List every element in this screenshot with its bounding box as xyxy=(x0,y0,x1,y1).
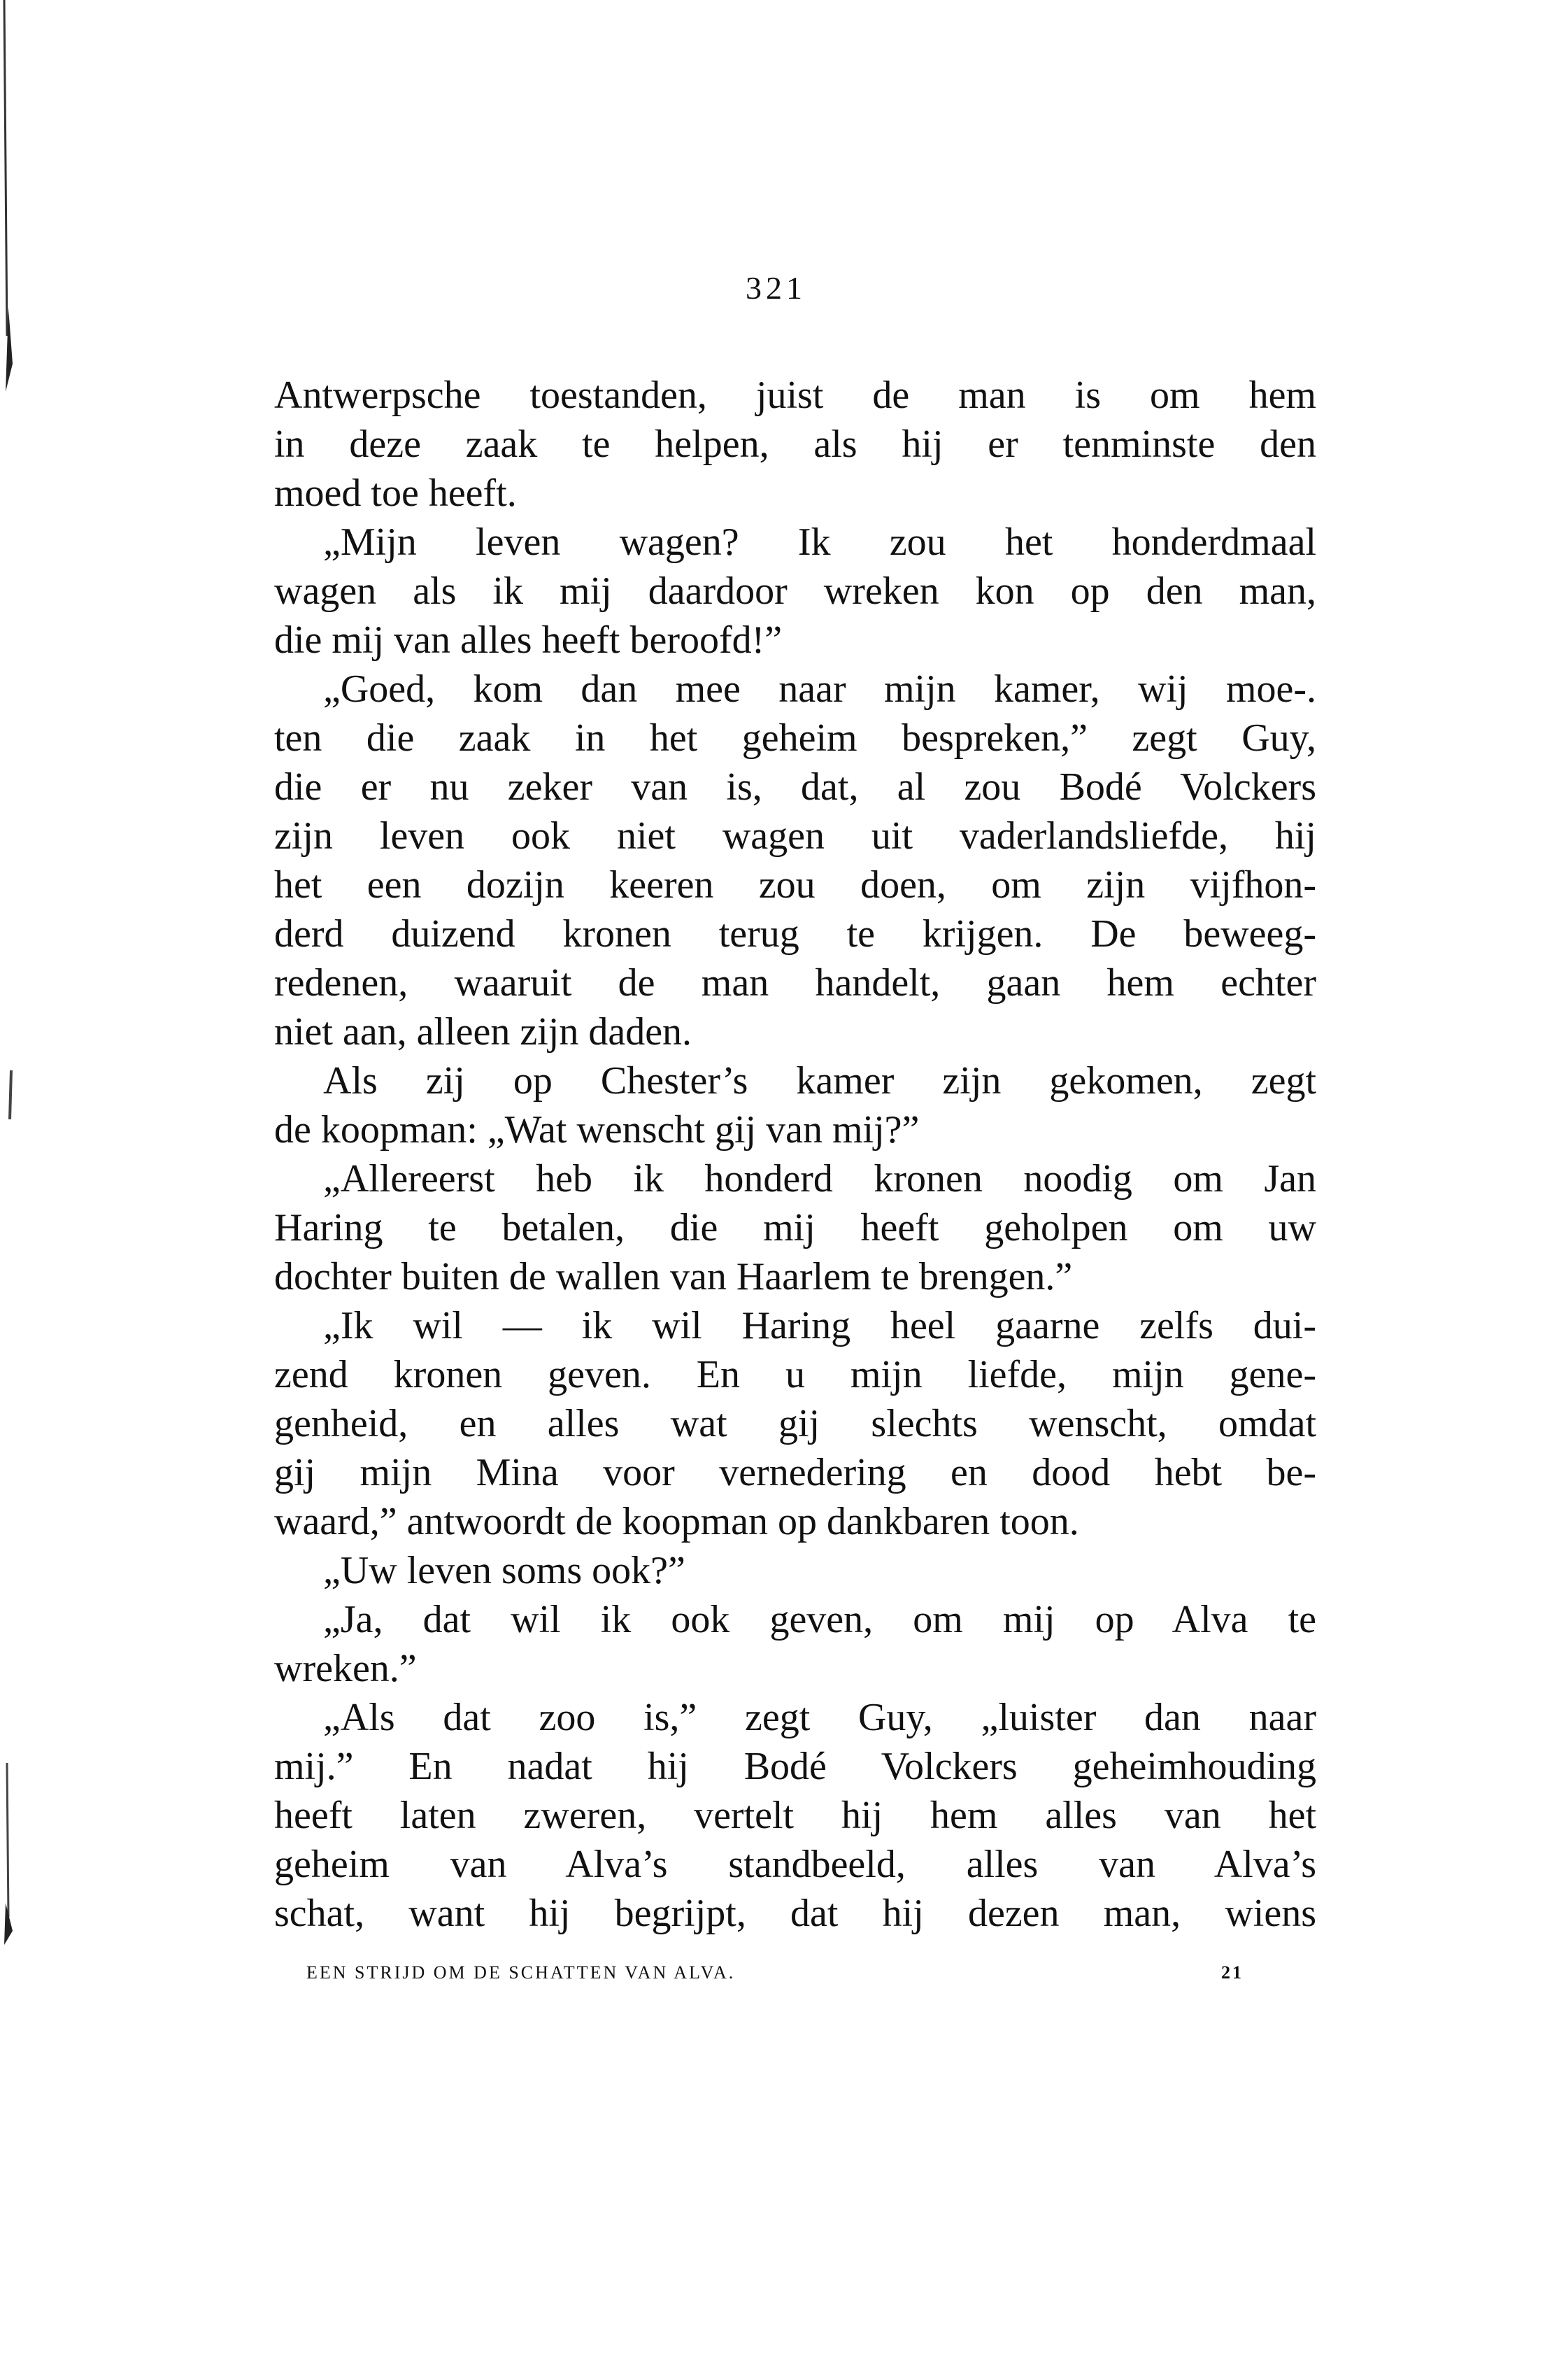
text-line: wreken.” xyxy=(274,1647,417,1690)
text-line: schat, want hij begrijpt, dat hij dezen man, wiens xyxy=(274,1892,1316,1935)
text-line: die mij van alles heeft beroofd!” xyxy=(274,618,783,662)
text-line: „Mijn leven wagen? Ik zou het honderdmaal xyxy=(323,520,1316,564)
page-number: 321 xyxy=(746,270,806,306)
text-line: wagen als ik mij daardoor wreken kon op den man, xyxy=(274,569,1316,613)
text-line: de koopman: „Wat wenscht gij van mij?” xyxy=(274,1108,920,1152)
text-line: in deze zaak te helpen, als hij er tenminste den xyxy=(274,423,1316,466)
text-line: geheim van Alva’s standbeeld, alles van Alva’s xyxy=(274,1843,1316,1886)
text-line: Antwerpsche toestanden, juist de man is om hem xyxy=(274,374,1316,417)
text-line: derd duizend kronen terug te krijgen. De beweeg- xyxy=(274,912,1316,956)
text-line: ten die zaak in het geheim bespreken,” zegt Guy, xyxy=(274,716,1316,760)
text-line: „Als dat zoo is,” zegt Guy, „luister dan naar xyxy=(323,1696,1316,1739)
text-line: „Goed, kom dan mee naar mijn kamer, wij moe-. xyxy=(323,667,1316,711)
text-line: „Ik wil — ik wil Haring heel gaarne zelfs dui- xyxy=(323,1304,1316,1347)
text-line: dochter buiten de wallen van Haarlem te brengen.” xyxy=(274,1255,1073,1298)
footer-sheet-number: 21 xyxy=(1221,1962,1244,1983)
text-line: Haring te betalen, die mij heeft geholpen om uw xyxy=(274,1206,1316,1249)
text-line: Als zij op Chester’s kamer zijn gekomen, zegt xyxy=(323,1059,1316,1103)
text-line: het een dozijn keeren zou doen, om zijn vijfhon- xyxy=(274,863,1316,907)
text-line: zend kronen geven. En u mijn liefde, mijn gene- xyxy=(274,1353,1316,1396)
text-line: „Allereerst heb ik honderd kronen noodig om Jan xyxy=(323,1157,1316,1200)
text-line: mij.” En nadat hij Bodé Volckers geheimhouding xyxy=(274,1745,1316,1788)
text-line: heeft laten zweren, vertelt hij hem alles van het xyxy=(274,1794,1316,1837)
text-line: waard,” antwoordt de koopman op dankbaren toon. xyxy=(274,1500,1079,1543)
text-line: „Uw leven soms ook?” xyxy=(323,1549,685,1592)
body-text xyxy=(274,371,1316,1938)
footer-signature: EEN STRIJD OM DE SCHATTEN VAN ALVA. xyxy=(306,1962,736,1983)
text-line: die er nu zeker van is, dat, al zou Bodé Volckers xyxy=(274,765,1316,809)
text-line: „Ja, dat wil ik ook geven, om mij op Alva te xyxy=(323,1598,1316,1641)
text-line: redenen, waaruit de man handelt, gaan hem echter xyxy=(274,961,1316,1005)
text-line: moed toe heeft. xyxy=(274,472,517,515)
text-line: niet aan, alleen zijn daden. xyxy=(274,1010,692,1054)
text-line: zijn leven ook niet wagen uit vaderlandsliefde, hij xyxy=(274,814,1316,858)
text-line: gij mijn Mina voor vernedering en dood hebt be- xyxy=(274,1451,1316,1494)
text-line: genheid, en alles wat gij slechts wenscht, omdat xyxy=(274,1402,1316,1445)
